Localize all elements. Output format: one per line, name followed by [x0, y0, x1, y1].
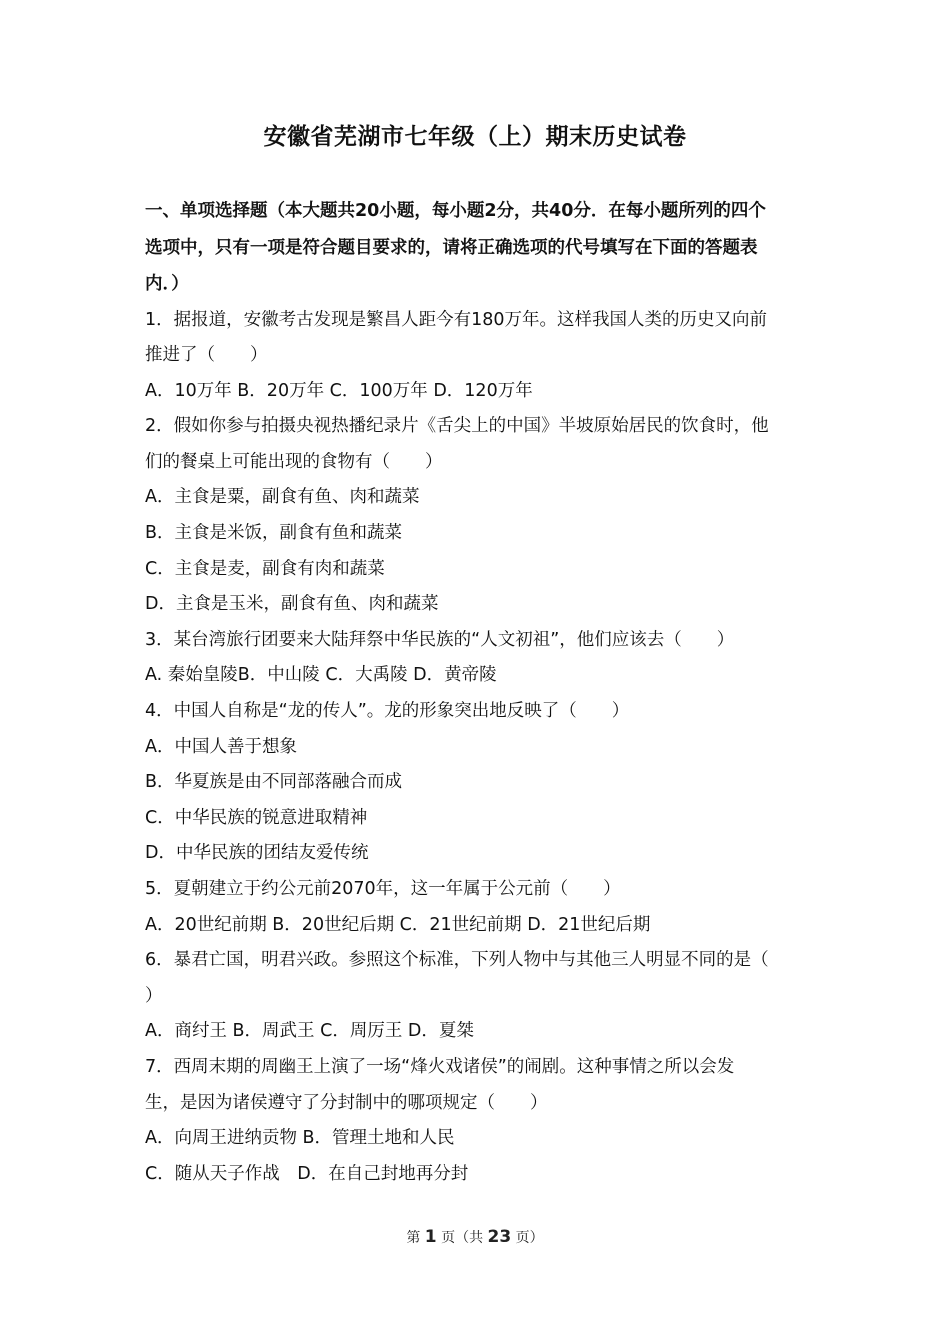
- question-3: [145, 623, 810, 694]
- question-6: [145, 943, 810, 1050]
- question-stem: 2．假如你参与拍摄央视热播纪录片《舌尖上的中国》半坡原始居民的饮食时，他: [145, 416, 769, 437]
- option-d: D．中华民族的团结友爱传统: [145, 843, 369, 864]
- question-7: [145, 1050, 810, 1192]
- question-stem: 3．某台湾旅行团要来大陆拜祭中华民族的“人文初祖”，他们应该去（ ）: [145, 629, 735, 650]
- question-stem: 4．中国人自称是“龙的传人”。龙的形象突出地反映了（ ）: [145, 701, 630, 722]
- question-stem: ）: [145, 985, 163, 1006]
- question-options: C．随从天子作战 D．在自己封地再分封: [145, 1163, 469, 1184]
- question-1: [145, 303, 810, 410]
- question-options: A．20世纪前期 B．20世纪后期 C．21世纪前期 D．21世纪后期: [145, 914, 651, 935]
- question-5: [145, 872, 810, 943]
- question-options: A．商纣王 B．周武王 C．周厉王 D．夏桀: [145, 1021, 474, 1042]
- footer-suffix: 页）: [515, 1230, 544, 1246]
- question-stem: 5．夏朝建立于约公元前2070年，这一年属于公元前（ ）: [145, 879, 621, 899]
- section-header-line: 一、单项选择题（本大题共20小题，每小题2分，共40分．在每小题所列的四个: [145, 201, 766, 221]
- question-stem: 生，是因为诸侯遵守了分封制中的哪项规定（ ）: [145, 1092, 548, 1113]
- exam-title: 安徽省芜湖市七年级（上）期末历史试卷: [263, 124, 687, 150]
- option-c: C．主食是麦，副食有肉和蔬菜: [145, 558, 385, 579]
- option-b: B．主食是米饭，副食有鱼和蔬菜: [145, 523, 403, 544]
- question-options: A．10万年 B．20万年 C．100万年 D．120万年: [145, 380, 533, 401]
- footer-total-pages: 23: [487, 1227, 512, 1247]
- question-4: [145, 694, 810, 872]
- question-stem: 6．暴君亡国，明君兴政。参照这个标准，下列人物中与其他三人明显不同的是（: [145, 950, 769, 971]
- option-c: C．中华民族的锐意进取精神: [145, 807, 368, 828]
- option-d: D．主食是玉米，副食有鱼、肉和蔬菜: [145, 594, 439, 615]
- question-stem: 推进了（ ）: [145, 345, 268, 366]
- footer-page-number: 1: [424, 1227, 437, 1247]
- question-stem: 们的餐桌上可能出现的食物有（ ）: [145, 451, 443, 472]
- section-header-line: 选项中，只有一项是符合题目要求的，请将正确选项的代号填写在下面的答题表: [145, 237, 758, 258]
- question-options: A. 秦始皇陵B．中山陵 C．大禹陵 D．黄帝陵: [145, 665, 497, 686]
- question-stem: 7．西周末期的周幽王上演了一场“烽火戏诸侯”的闹剧。这种事情之所以会发: [145, 1056, 735, 1077]
- question-options: A．向周王进纳贡物 B．管理土地和人民: [145, 1128, 455, 1149]
- section-header-line: 内．）: [145, 274, 189, 294]
- option-a: A．中国人善于想象: [145, 736, 297, 757]
- footer-prefix: 第: [406, 1230, 421, 1246]
- section-header: [145, 193, 810, 303]
- footer-middle: 页（共: [441, 1230, 484, 1246]
- option-b: B．华夏族是由不同部落融合而成: [145, 772, 403, 793]
- exam-content: [145, 193, 810, 1192]
- option-a: A．主食是粟，副食有鱼、肉和蔬菜: [145, 487, 420, 508]
- question-stem: 1．据报道，安徽考古发现是繁昌人距今有180万年。这样我国人类的历史又向前: [145, 309, 768, 330]
- question-2: [145, 409, 810, 623]
- page-footer: [0, 1227, 950, 1247]
